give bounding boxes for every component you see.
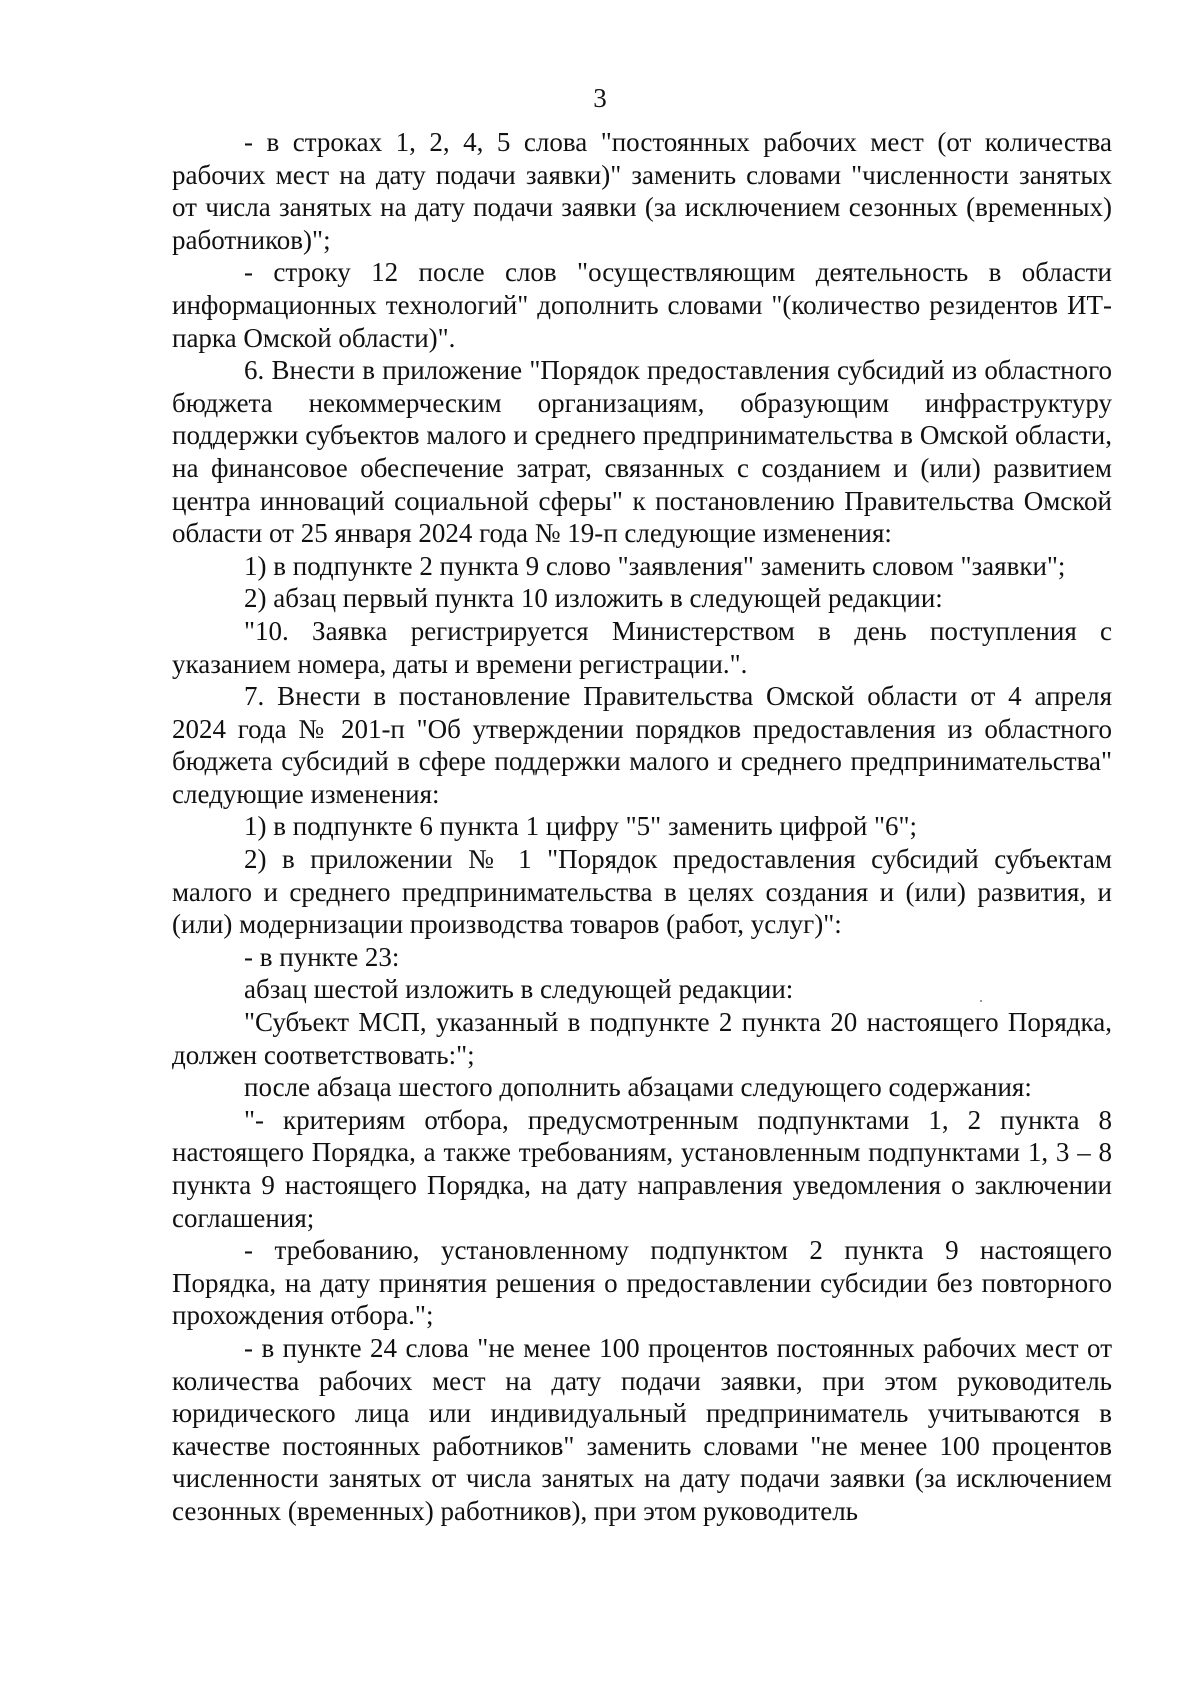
- paragraph: - в пункте 23:: [244, 941, 400, 972]
- paragraph: 6. Внести в приложение "Порядок предоставления субсидий из областного бюджета некоммерческим организациям, образующим инфраструктуру поддержки субъектов малого и среднего предпринимательства в Омской области, на финансовое обеспечение затрат, связанных с созданием и (или) развитием центра инноваций социальной сферы" к постановлению Правительства Омской области от 25 января 2024 года № 19-п следующие изменения:: [172, 355, 1112, 549]
- paragraph: после абзаца шестого дополнить абзацами следующего содержания:: [244, 1072, 1032, 1103]
- scan-speck: [980, 1000, 982, 1002]
- paragraph: "- критериям отбора, предусмотренным подпунктами 1, 2 пункта 8 настоящего Порядка, а также требованиям, установленным подпунктами 1, 3 – 8 пункта 9 настоящего Порядка, на дату направления уведомления о заключении соглашения;: [172, 1104, 1112, 1233]
- paragraph: 2) абзац первый пункта 10 изложить в следующей редакции:: [244, 583, 943, 614]
- paragraph: "10. Заявка регистрируется Министерством в день поступления с указанием номера, даты и времени регистрации.".: [172, 615, 1112, 679]
- paragraph: - строку 12 после слов "осуществляющим деятельность в области информационных технологий" дополнить словами "(количество резидентов ИТ-парка Омской области)".: [172, 257, 1112, 353]
- paragraph: 2) в приложении № 1 "Порядок предоставления субсидий субъектам малого и среднего предпринимательства в целях создания и (или) развития, и (или) модернизации производства товаров (работ, услуг)":: [172, 844, 1112, 940]
- paragraph: - в пункте 24 слова "не менее 100 процентов постоянных рабочих мест от количества рабочих мест на дату подачи заявки, при этом руководитель юридического лица или индивидуальный предприниматель учитываются в качестве постоянных работников" заменить словами "не менее 100 процентов численности занятых от числа занятых на дату подачи заявки (за исключением сезонных (временных) работников), при этом руководитель: [172, 1332, 1112, 1526]
- paragraph: - требованию, установленному подпунктом 2 пункта 9 настоящего Порядка, на дату принятия решения о предоставлении субсидии без повторного прохождения отбора.";: [172, 1235, 1112, 1331]
- paragraph: абзац шестой изложить в следующей редакции:: [244, 974, 794, 1005]
- paragraph: 1) в подпункте 2 пункта 9 слово "заявления" заменить словом "заявки";: [244, 550, 1066, 581]
- document-body: [172, 126, 1112, 1528]
- page-number: 3: [593, 83, 607, 113]
- paragraph: 1) в подпункте 6 пункта 1 цифру "5" заменить цифрой "6";: [244, 811, 918, 842]
- paragraph: - в строках 1, 2, 4, 5 слова "постоянных рабочих мест (от количества рабочих мест на дату подачи заявки)" заменить словами "численности занятых от числа занятых на дату подачи заявки (за исключением сезонных (временных) работников)";: [172, 127, 1112, 255]
- paragraph: 7. Внести в постановление Правительства Омской области от 4 апреля 2024 года № 201-п "Об утверждении порядков предоставления из областного бюджета субсидий в сфере поддержки малого и среднего предпринимательства" следующие изменения:: [172, 681, 1112, 809]
- paragraph: "Субъект МСП, указанный в подпункте 2 пункта 20 настоящего Порядка, должен соответствовать:";: [172, 1007, 1112, 1070]
